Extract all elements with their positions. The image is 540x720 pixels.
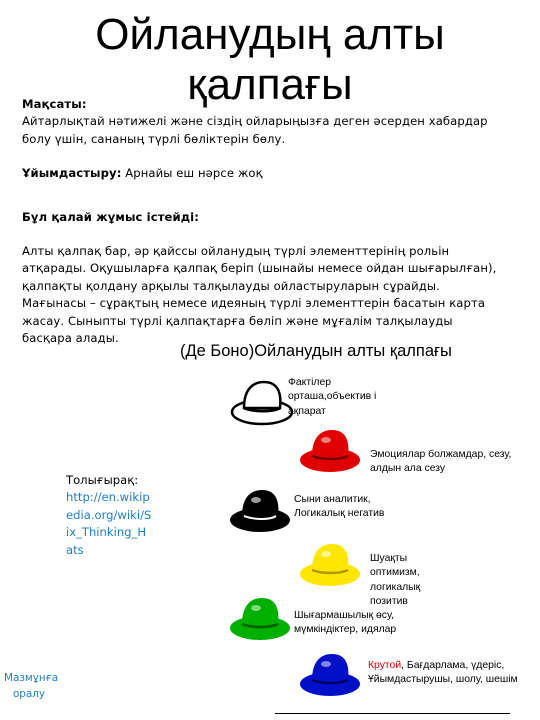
hat-blue-accent: Крутой [368,660,402,671]
hat-blue-desc: , Бағдарлама, үдеріс, Ұйымдастырушы, шолу, шешім [368,660,518,686]
bottom-divider [275,713,510,714]
back-to-contents-link[interactable]: Мазмұнға оралу [4,672,59,700]
red-hat-icon [298,426,362,474]
description-block [22,96,500,347]
hats-subtitle: (Де Боно)Ойланудын алты қалпағы [180,342,452,360]
hat-yellow-text: Шуақты оптимизм, логикалық позитив [370,553,421,608]
wikipedia-link[interactable]: http://en.wikipedia.org/wiki/Six_Thinking_Hats [66,490,152,557]
more-label: Толығырақ: [66,473,139,487]
org-text: Арнайы еш нәрсе жоқ [121,166,263,181]
hat-white-text: Фактілер орташа,объектив і ақпарат [288,377,377,417]
white-hat-icon [230,378,294,426]
hat-green-text: Шығармашылық өсу, мүмкіндіктер, идялар [294,610,397,636]
black-hat-icon [228,486,292,534]
hat-blue-text [368,659,528,688]
goal-label: Мақсаты: [22,97,87,111]
goal-text: Айтарлықтай нәтижелі және сіздің ойларыңызға деген әсерден хабардар болу үшін, сананың түрлі бөліктерін бөлу. [22,114,488,146]
more-info [66,472,152,559]
blue-hat-icon [298,650,362,698]
how-text: Алты қалпақ бар, әр қайссы ойланудың түрлі элементтерінің рольін атқарады. Оқушыларға қалпақ беріп (шынайы немесе ойдан шығарылған), қалпақты қолдану арқылы талқылауды ойластыруларын сұрайды. Мағынасы – сұрақтың немесе идеяның түрлі элементтерін басатын карта жасау. Сыныпты түрлі қалпақтарға бөліп және мұғалім талқылауды басқара алады. [22,244,497,346]
org-label: Ұйымдастыру: [22,166,122,181]
hat-red-text: Эмоциялар болжамдар, сезу, алдын ала сезу [370,449,512,475]
green-hat-icon [228,594,292,642]
page-title: Ойланудың алты қалпағы [95,10,445,109]
how-label: Бұл қалай жұмыс істейді: [22,209,199,224]
hat-black-text: Сыни аналитик, Логикалық негатив [294,494,385,520]
yellow-hat-icon [298,540,362,588]
